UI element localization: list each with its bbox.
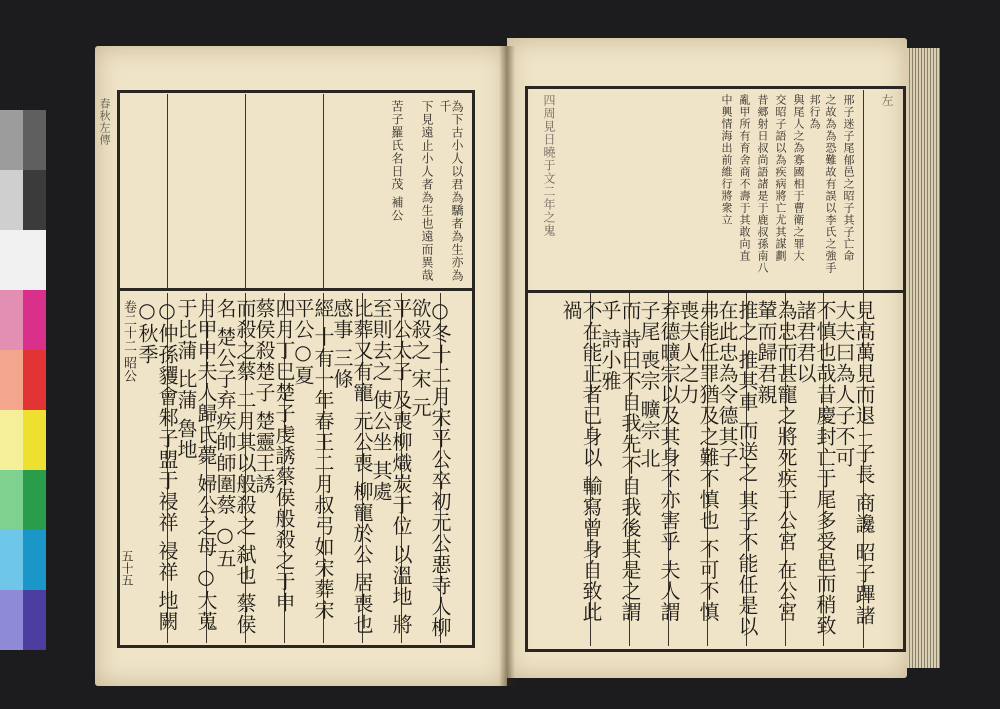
right-main-col-5: 弗能任罪猶及之難不慎也 不可不慎 喪夫人之力 [676,300,720,623]
left-margin-label: 春秋左傳 [98,98,111,146]
right-top-col-8: 中興情海出前維行將衆立 [720,94,733,226]
swatch-yellow [0,410,46,470]
left-main-col-3: 比葬又有寵 元公喪 柳寵於公 居喪也 感事 三條 [330,298,374,636]
swatch-blue [0,590,46,650]
right-header-note: 左 [880,94,894,107]
spine-label: 卷二十二 昭公 [121,300,136,383]
color-calibration-bar [0,110,46,595]
book-gutter [499,46,515,686]
swatch-gray [0,110,46,170]
right-main-col-3: 為忠而甚寵之將死疾于公宮 在公宮 輦而歸君親 [754,300,798,623]
page-number: 五十五 [120,550,134,586]
left-top-col-1: 為下古小人以君為驕者為生亦為千 [438,100,464,282]
left-main-col-4: 經 十有一年春王二月叔弓如宋葬宋平公○夏 [291,298,335,621]
right-top-col-1: 邢子迷子尾郁邑之昭子其子亡命 [842,94,855,262]
left-top-col-3: 苦子羅氏名日茂 補公 [390,100,404,222]
swatch-dark [0,170,46,230]
right-main-col-1: 見高萬見而退ㄧ子長 商讒 昭子蹕諸大夫曰為人子不可 [832,300,876,626]
right-top-col-4: 與尾人之為寡國相于曹衛之罪大 [792,94,805,262]
swatch-white [0,230,46,290]
left-main-col-5: 四月丁巳楚子虔誘蔡侯般殺之于申 蔡侯殺楚子 楚靈王誘 [252,298,296,613]
right-top-col-9: 四周見日曉于文二年之鬼 [542,94,556,237]
right-main-col-6: 弃德曠宗以及其身不亦害乎 夫人謂子尾 喪宗 曠宗 北 [637,300,681,623]
swatch-red [0,350,46,410]
right-top-col-2: 之故為為恐難故有誤以李氏之強手 [824,94,837,274]
left-main-col-1: ○冬十二月宋平公卒初元公惡寺人柳欲殺之 宋 元 [408,298,452,638]
left-main-col-6: 而殺之蔡 二月其以般殺之 弑也 蔡侯名 楚公子弃疾帥師圍蔡 ○五 [213,298,257,636]
right-top-col-7: 亂甲所有育舍商不壽于其敢向直 [738,94,751,262]
right-page-divider [525,290,903,293]
swatch-pink [0,290,46,350]
right-main-col-8: 不在能正者已身以 輸寫曾身自致此禍 [559,300,603,623]
left-main-col-7: 月甲申夫人歸氏薨 婦公之母 ○大蒐于比蒲 比蒲 魯地 [174,298,218,632]
open-book [95,38,940,688]
left-main-col-8: ○仲孫貜會邾子盟于祲祥 祲祥 地闕 ○秋季 [135,298,179,632]
swatch-green [0,470,46,530]
swatch-cyan [0,530,46,590]
right-top-col-5: 交昭子語以為疾病將亡尤其謀劃 [774,94,787,262]
right-main-col-4: 推之 推其車 而送之 其子不能任是以在此忠為令德其子 [715,300,759,638]
right-main-col-7: 而 詩曰不自我先不自我後其是之謂乎 詩小雅 [598,300,642,623]
right-top-col-6: 昔郷射日叔尚語諸是于鹿叔孫南八 [756,94,769,274]
left-page-divider [117,288,472,291]
right-main-col-2: 不慎也哉昔慶封亡于尾多受邑而稍致諸君君以 [793,300,837,636]
left-top-col-2: 下見遠止小人者為生也遠而異哉 [420,100,434,282]
page-edges [907,48,940,668]
left-main-col-2: 平公太子 及喪柳熾炭于位 以溫地 將至則去之 使公坐 其處 [369,298,413,636]
right-top-col-3: 邦行為 [808,94,821,130]
